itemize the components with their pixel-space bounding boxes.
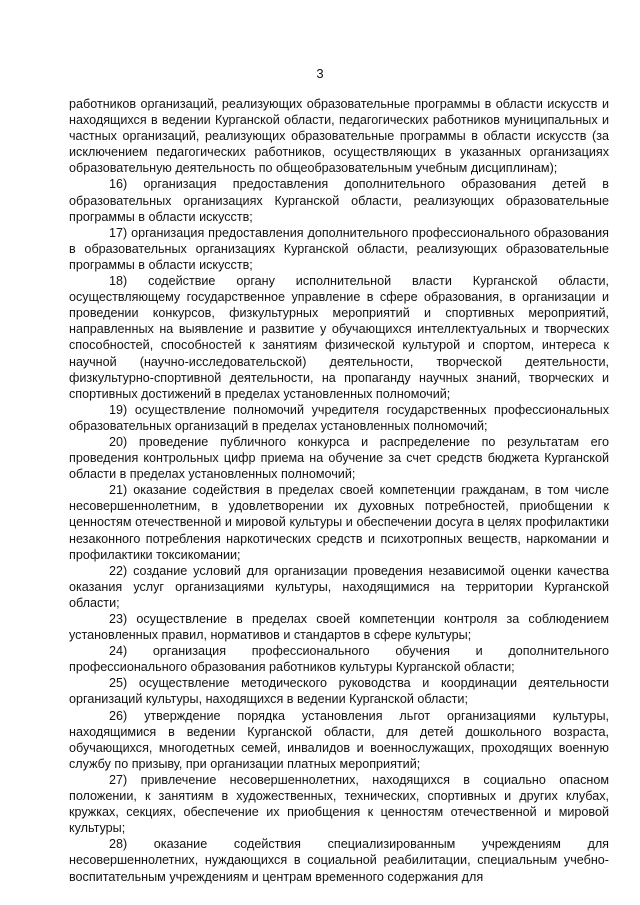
- paragraph-18: 18) содействие органу исполнительной власти Курганской области, осуществляющему государственное управление в сфере образования, в организации и проведении конкурсов, физкультурных мероприятий и спортивных мероприятий, направленных на выявление и развитие у обучающихся интеллектуальных и творческих способностей, способностей к занятиям физической культурой и спортом, интереса к научной (научно-исследовательской) деятельности, творческой деятельности, физкультурно-спортивной деятельности, на пропаганду научных знаний, творческих и спортивных достижений в пределах установленных полномочий;: [69, 274, 609, 401]
- paragraph-16: 16) организация предоставления дополнительного образования детей в образовательных организациях Курганской области, реализующих образовательные программы в области искусств;: [69, 177, 609, 224]
- paragraph-20: 20) проведение публичного конкурса и распределение по результатам его проведения контрольных цифр приема на обучение за счет средств бюджета Курганской области в пределах установленных полномочий;: [69, 434, 609, 482]
- paragraph-27: 27) привлечение несовершеннолетних, находящихся в социально опасном положении, к занятиям в художественных, технических, спортивных и других клубах, кружках, секциях, обеспечение их приобщения к ценностям отечественной и мировой культуры;: [69, 772, 609, 836]
- paragraph-22: 22) создание условий для организации проведения независимой оценки качества оказания услуг организациями культуры, находящимися на территории Курганской области;: [69, 563, 609, 610]
- paragraph-21: 21) оказание содействия в пределах своей компетенции гражданам, в том числе несовершеннолетним, в удовлетворении их духовных потребностей, приобщении к ценностям отечественной и мировой культуры и обеспечении досуга в целях профилактики незаконного потребления наркотических средств и психотропных веществ, наркомании и профилактики токсикомании;: [69, 483, 609, 562]
- paragraph-23: 23) осуществление в пределах своей компетенции контроля за соблюдением установленных правил, нормативов и стандартов в сфере культуры;: [69, 612, 609, 643]
- page-number: 3: [316, 66, 324, 81]
- document-body: [69, 96, 609, 885]
- paragraph-25: 25) осуществление методического руководства и координации деятельности организаций культуры, находящихся в ведении Курганской области;: [69, 676, 609, 707]
- paragraph-28: 28) оказание содействия специализированным учреждениям для несовершеннолетних, нуждающихся в социальной реабилитации, специальным учебно-воспитательным учреждениям и центрам временного содержания для: [69, 837, 609, 884]
- paragraph-15-continuation: работников организаций, реализующих образовательные программы в области искусств и находящихся в ведении Курганской области, педагогических работников муниципальных и частных организаций, реализующих образовательные программы в области искусств (за исключением педагогических работников, осуществляющих в указанных организациях образовательную деятельность по общеобразовательным учебным дисциплинам);: [69, 97, 609, 176]
- paragraph-26: 26) утверждение порядка установления льгот организациями культуры, находящимися в ведении Курганской области, для детей дошкольного возраста, обучающихся, многодетных семей, инвалидов и военнослужащих, проходящих военную службу по призыву, при организации платных мероприятий;: [69, 708, 609, 771]
- paragraph-17: 17) организация предоставления дополнительного профессионального образования в образовательных организациях Курганской области, реализующих образовательные программы в области искусств;: [69, 225, 609, 272]
- paragraph-24: 24) организация профессионального обучения и дополнительного профессионального образования работников культуры Курганской области;: [69, 644, 609, 675]
- paragraph-19: 19) осуществление полномочий учредителя государственных профессиональных образовательных организаций в пределах установленных полномочий;: [69, 402, 609, 433]
